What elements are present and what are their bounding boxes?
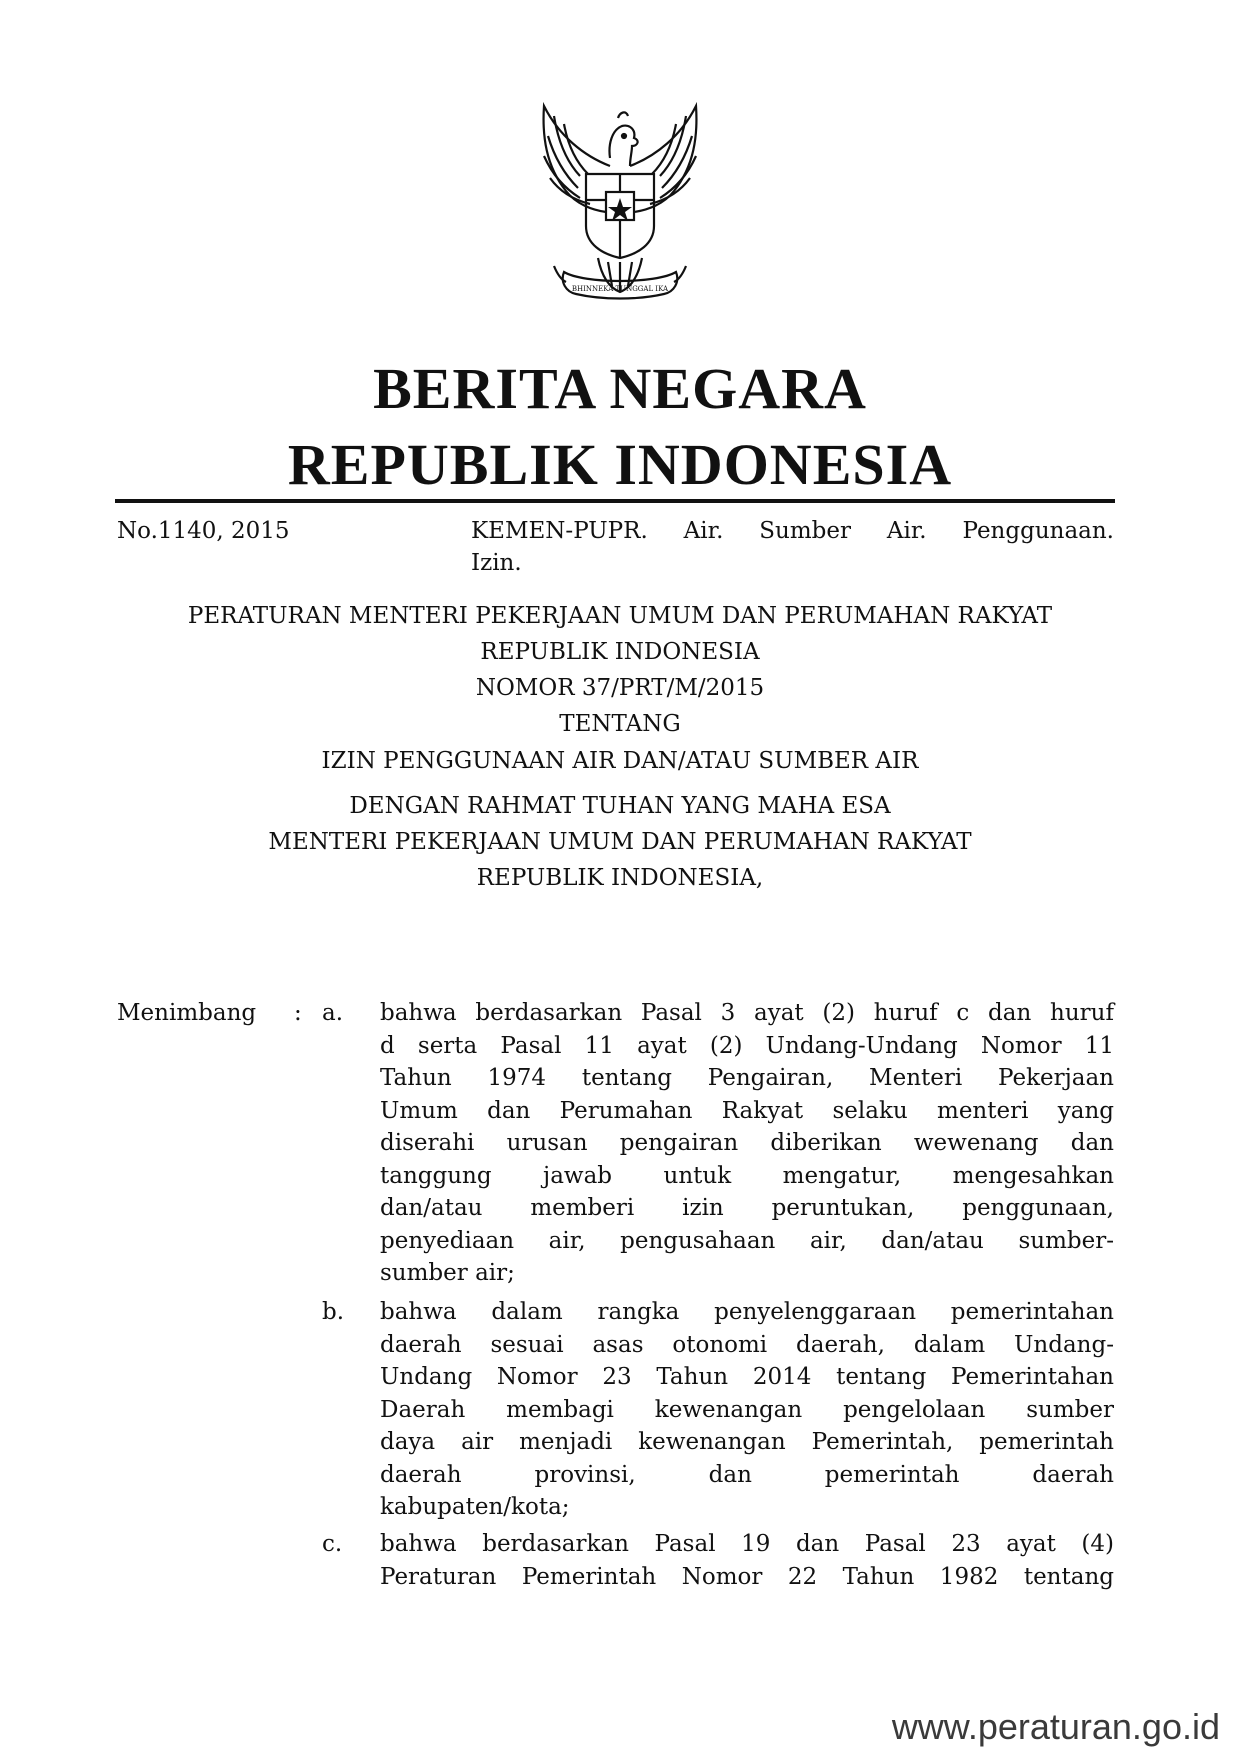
gazette-number: No.1140, 2015 [117,518,290,544]
item-line: daya air menjadi kewenangan Pemerintah, pemerintah [380,1429,1114,1455]
item-line: bahwa berdasarkan Pasal 19 dan Pasal 23 ayat (4) [380,1531,1114,1557]
considering-separator: : [294,1000,302,1026]
item-letter: a. [322,1000,344,1026]
emblem-motto: BHINNEKA TUNGGAL IKA [571,285,669,293]
item-line: Daerah membagi kewenangan pengelolaan sumber [380,1396,1114,1423]
considering-item-b [380,1296,1114,1524]
item-line: dan/atau memberi izin peruntukan, penggunaan, [380,1195,1114,1221]
masthead-subtitle: REPUBLIK INDONESIA [287,432,953,497]
considering-item-c [380,1528,1114,1593]
item-letter: c. [322,1531,343,1557]
considering-item-a [380,997,1114,1290]
item-line: daerah provinsi, dan pemerintah daerah [380,1461,1114,1488]
masthead-title: BERITA NEGARA [373,356,867,421]
considering-label: Menimbang [117,1000,257,1026]
website-watermark: www.peraturan.go.id [891,1706,1220,1747]
gazette-subject [471,515,1114,579]
item-line: bahwa dalam rangka penyelenggaraan pemerintahan [380,1299,1114,1325]
preamble-line: MENTERI PEKERJAAN UMUM DAN PERUMAHAN RAKYAT [268,829,972,855]
item-line: kabupaten/kota; [380,1494,570,1520]
regulation-subject: IZIN PENGGUNAAN AIR DAN/ATAU SUMBER AIR [321,748,919,774]
preamble-line: DENGAN RAHMAT TUHAN YANG MAHA ESA [349,793,891,819]
item-line: diserahi urusan pengairan diberikan wewenang dan [380,1130,1114,1156]
garuda-pancasila-emblem [514,96,726,306]
item-line: penyediaan air, pengusahaan air, dan/atau sumber- [380,1227,1114,1254]
item-line: Tahun 1974 tentang Pengairan, Menteri Pekerjaan [380,1065,1114,1091]
item-line: daerah sesuai asas otonomi daerah, dalam Undang- [380,1331,1114,1358]
item-line: Undang Nomor 23 Tahun 2014 tentang Pemerintahan [380,1364,1114,1390]
gazette-subject-line: KEMEN-PUPR. Air. Sumber Air. Penggunaan. [471,518,1114,544]
preamble-line: REPUBLIK INDONESIA, [476,865,764,891]
regulation-title-line: PERATURAN MENTERI PEKERJAAN UMUM DAN PERUMAHAN RAKYAT [187,603,1053,629]
item-line: Peraturan Pemerintah Nomor 22 Tahun 1982 tentang [380,1563,1114,1590]
masthead-divider [115,499,1115,503]
gazette-subject-line: Izin. [471,550,522,576]
item-line: sumber air; [380,1260,515,1286]
item-line: d serta Pasal 11 ayat (2) Undang-Undang Nomor 11 [380,1032,1114,1059]
item-line: tanggung jawab untuk mengatur, mengesahkan [380,1162,1114,1189]
item-line: Umum dan Perumahan Rakyat selaku menteri yang [380,1097,1114,1124]
regulation-title-line: REPUBLIK INDONESIA [480,639,760,665]
regulation-number: NOMOR 37/PRT/M/2015 [475,675,765,701]
regulation-title-line: TENTANG [559,711,681,737]
item-line: bahwa berdasarkan Pasal 3 ayat (2) huruf c dan huruf [380,1000,1114,1026]
item-letter: b. [322,1299,345,1325]
